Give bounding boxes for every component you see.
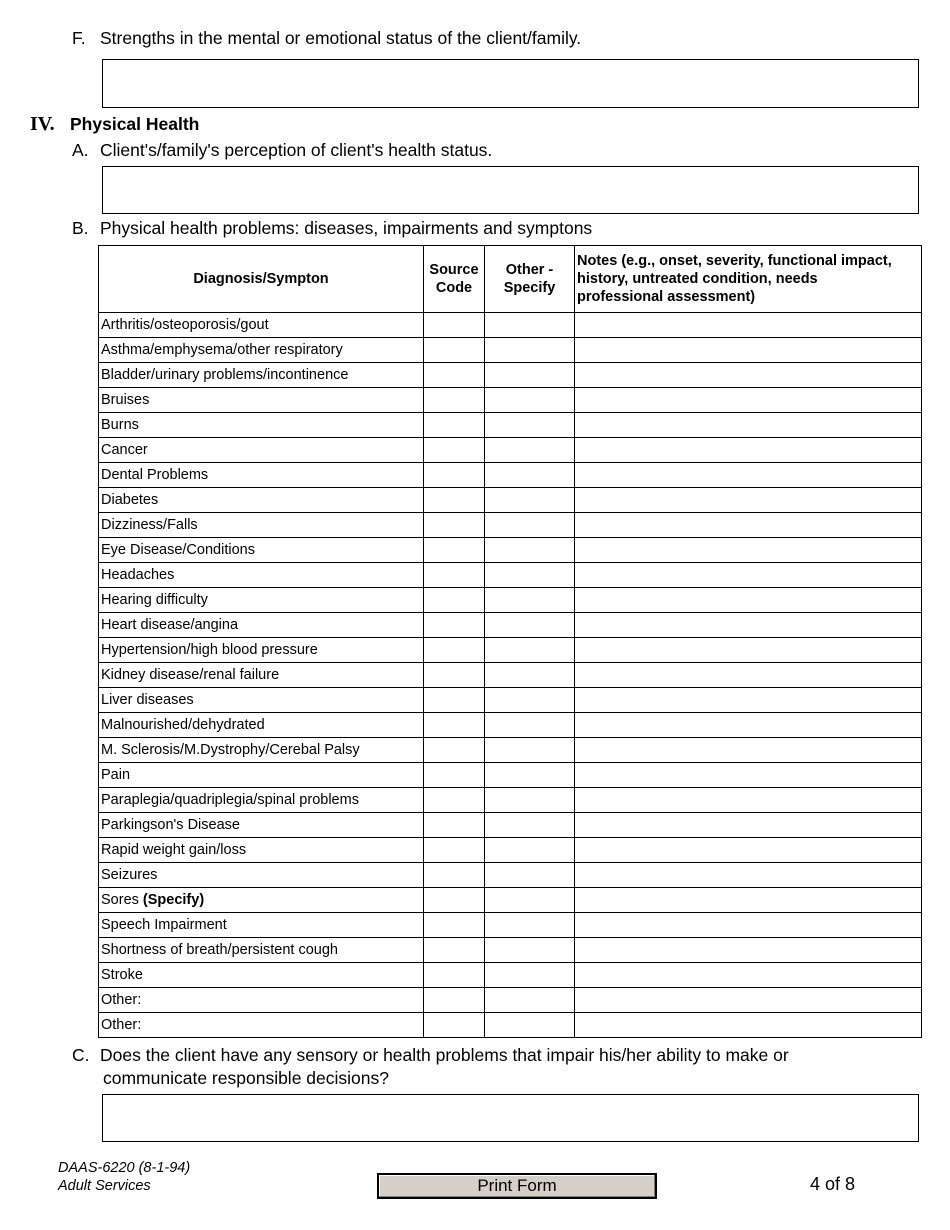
header-source-line2: Code	[435, 280, 473, 296]
source-code-cell[interactable]	[424, 513, 485, 538]
table-row	[99, 913, 922, 938]
diagnosis-label	[99, 813, 424, 838]
table-row	[99, 888, 922, 913]
diagnosis-label	[99, 788, 424, 813]
diagnosis-label	[99, 388, 424, 413]
notes-cell[interactable]	[575, 913, 922, 938]
table-row	[99, 988, 922, 1013]
other-specify-cell[interactable]	[485, 363, 575, 388]
source-code-cell[interactable]	[424, 888, 485, 913]
other-specify-cell[interactable]	[485, 838, 575, 863]
table-row	[99, 663, 922, 688]
source-code-cell[interactable]	[424, 913, 485, 938]
source-code-cell[interactable]	[424, 563, 485, 588]
diagnosis-label	[99, 738, 424, 763]
diagnosis-label	[99, 713, 424, 738]
diagnosis-label	[99, 888, 424, 913]
source-code-cell[interactable]	[424, 463, 485, 488]
section-number: IV.	[30, 113, 55, 135]
header-notes	[575, 246, 922, 313]
diagnosis-text: Hearing difficulty	[101, 592, 208, 608]
table-row	[99, 413, 922, 438]
diagnosis-label	[99, 913, 424, 938]
notes-cell[interactable]	[575, 963, 922, 988]
notes-cell[interactable]	[575, 838, 922, 863]
other-specify-cell[interactable]	[485, 538, 575, 563]
other-specify-cell[interactable]	[485, 413, 575, 438]
source-code-cell[interactable]	[424, 438, 485, 463]
diagnosis-label	[99, 563, 424, 588]
diagnosis-label	[99, 363, 424, 388]
other-specify-cell[interactable]	[485, 338, 575, 363]
question-text: Physical health problems: diseases, impairments and symptons	[100, 218, 593, 238]
source-code-cell[interactable]	[424, 313, 485, 338]
table-row	[99, 763, 922, 788]
source-code-cell[interactable]	[424, 763, 485, 788]
diagnosis-label	[99, 613, 424, 638]
header-diagnosis: Diagnosis/Sympton	[99, 246, 424, 313]
other-specify-cell[interactable]	[485, 813, 575, 838]
diagnosis-text: M. Sclerosis/M.Dystrophy/Cerebal Palsy	[101, 742, 360, 758]
diagnosis-text: Diabetes	[101, 492, 159, 508]
question-iv-a	[72, 140, 492, 161]
diagnosis-text: Pain	[101, 767, 131, 783]
header-other-line1: Other -	[505, 262, 554, 278]
table-row	[99, 488, 922, 513]
table-row	[99, 313, 922, 338]
table-row	[99, 613, 922, 638]
diagnosis-text: Speech Impairment	[101, 917, 227, 933]
diagnosis-text: Malnourished/dehydrated	[101, 717, 265, 733]
diagnosis-text: Seizures	[101, 867, 158, 883]
question-text: Strengths in the mental or emotional status of the client/family.	[100, 28, 582, 48]
other-specify-cell[interactable]	[485, 513, 575, 538]
table-row	[99, 813, 922, 838]
table-row	[99, 863, 922, 888]
notes-cell[interactable]	[575, 488, 922, 513]
diagnosis-text: Kidney disease/renal failure	[101, 667, 280, 683]
header-notes-line1: Notes (e.g., onset, severity, functional impact,	[577, 253, 892, 269]
diagnosis-text: Dizziness/Falls	[101, 517, 198, 533]
diagnosis-text: Eye Disease/Conditions	[101, 542, 255, 558]
question-iv-c	[72, 1045, 789, 1066]
source-code-cell[interactable]	[424, 838, 485, 863]
other-specify-cell[interactable]	[485, 588, 575, 613]
diagnosis-label	[99, 413, 424, 438]
table-row	[99, 1013, 922, 1038]
diagnosis-text: Paraplegia/quadriplegia/spinal problems	[101, 792, 359, 808]
source-code-cell[interactable]	[424, 363, 485, 388]
diagnosis-label	[99, 488, 424, 513]
diagnosis-text: Heart disease/angina	[101, 617, 239, 633]
notes-cell[interactable]	[575, 588, 922, 613]
notes-cell[interactable]	[575, 338, 922, 363]
notes-cell[interactable]	[575, 988, 922, 1013]
notes-cell[interactable]	[575, 738, 922, 763]
table-row	[99, 738, 922, 763]
table-row	[99, 338, 922, 363]
source-code-cell[interactable]	[424, 688, 485, 713]
diagnosis-text: Other:	[101, 1017, 142, 1033]
diagnosis-text: Bruises	[101, 392, 150, 408]
section-title: Physical Health	[70, 114, 200, 134]
diagnosis-text: Other:	[101, 992, 142, 1008]
notes-cell[interactable]	[575, 438, 922, 463]
other-specify-cell[interactable]	[485, 913, 575, 938]
question-text-line2: communicate responsible decisions?	[103, 1068, 389, 1088]
source-code-cell[interactable]	[424, 663, 485, 688]
other-specify-cell[interactable]	[485, 563, 575, 588]
source-code-cell[interactable]	[424, 863, 485, 888]
diagnosis-label	[99, 463, 424, 488]
other-specify-cell[interactable]	[485, 888, 575, 913]
other-specify-cell[interactable]	[485, 788, 575, 813]
other-specify-cell[interactable]	[485, 663, 575, 688]
diagnosis-label	[99, 313, 424, 338]
notes-cell[interactable]	[575, 713, 922, 738]
notes-cell[interactable]	[575, 938, 922, 963]
diagnosis-label	[99, 763, 424, 788]
table-row	[99, 688, 922, 713]
table-row	[99, 588, 922, 613]
other-specify-cell[interactable]	[485, 688, 575, 713]
notes-cell[interactable]	[575, 688, 922, 713]
page-number: 4 of 8	[810, 1174, 856, 1194]
diagnosis-text: Rapid weight gain/loss	[101, 842, 247, 858]
form-footer-id	[58, 1159, 190, 1195]
notes-cell[interactable]	[575, 1013, 922, 1038]
notes-cell[interactable]	[575, 563, 922, 588]
source-code-cell[interactable]	[424, 738, 485, 763]
notes-cell[interactable]	[575, 513, 922, 538]
notes-cell[interactable]	[575, 863, 922, 888]
source-code-cell[interactable]	[424, 613, 485, 638]
diagnosis-text: Liver diseases	[101, 692, 194, 708]
source-code-cell[interactable]	[424, 538, 485, 563]
header-source-code	[424, 246, 485, 313]
other-specify-cell[interactable]	[485, 388, 575, 413]
other-specify-cell[interactable]	[485, 938, 575, 963]
notes-cell[interactable]	[575, 538, 922, 563]
diagnosis-label	[99, 338, 424, 363]
diagnosis-text: Burns	[101, 417, 139, 433]
notes-cell[interactable]	[575, 888, 922, 913]
diagnosis-text: Shortness of breath/persistent cough	[101, 942, 338, 958]
other-specify-cell[interactable]	[485, 488, 575, 513]
diagnosis-text: Hypertension/high blood pressure	[101, 642, 318, 658]
health-problems-table	[98, 245, 922, 1038]
form-id: DAAS-6220 (8-1-94)	[58, 1160, 191, 1176]
table-row	[99, 363, 922, 388]
other-specify-cell[interactable]	[485, 438, 575, 463]
diagnosis-label	[99, 688, 424, 713]
diagnosis-text: Stroke	[101, 967, 143, 983]
other-specify-cell[interactable]	[485, 713, 575, 738]
source-code-cell[interactable]	[424, 713, 485, 738]
diagnosis-text: Cancer	[101, 442, 148, 458]
table-row	[99, 388, 922, 413]
header-source-line1: Source	[429, 262, 479, 278]
diagnosis-label	[99, 538, 424, 563]
source-code-cell[interactable]	[424, 813, 485, 838]
table-row	[99, 838, 922, 863]
diagnosis-label	[99, 638, 424, 663]
specify-note: (Specify)	[138, 892, 205, 908]
decision-impairment-text-field[interactable]	[102, 1094, 919, 1142]
notes-cell[interactable]	[575, 788, 922, 813]
other-specify-cell[interactable]	[485, 313, 575, 338]
table-row	[99, 563, 922, 588]
program-name: Adult Services	[58, 1178, 151, 1194]
diagnosis-text: Headaches	[101, 567, 175, 583]
diagnosis-label	[99, 513, 424, 538]
source-code-cell[interactable]	[424, 938, 485, 963]
source-code-cell[interactable]	[424, 488, 485, 513]
source-code-cell[interactable]	[424, 338, 485, 363]
notes-cell[interactable]	[575, 463, 922, 488]
diagnosis-label	[99, 988, 424, 1013]
source-code-cell[interactable]	[424, 638, 485, 663]
question-letter: A.	[72, 140, 89, 160]
diagnosis-label	[99, 963, 424, 988]
header-notes-line3: professional assessment)	[577, 289, 756, 305]
notes-cell[interactable]	[575, 413, 922, 438]
notes-cell[interactable]	[575, 313, 922, 338]
other-specify-cell[interactable]	[485, 963, 575, 988]
table-row	[99, 938, 922, 963]
table-row	[99, 788, 922, 813]
question-text: Client's/family's perception of client's health status.	[100, 140, 493, 160]
table-row	[99, 438, 922, 463]
question-iv-b	[72, 218, 592, 239]
table-header-row	[99, 246, 922, 313]
table-row	[99, 963, 922, 988]
source-code-cell[interactable]	[424, 963, 485, 988]
source-code-cell[interactable]	[424, 413, 485, 438]
question-letter: C.	[72, 1045, 90, 1065]
header-notes-line2: history, untreated condition, needs	[577, 271, 818, 287]
question-iii-f	[72, 28, 581, 49]
source-code-cell[interactable]	[424, 988, 485, 1013]
source-code-cell[interactable]	[424, 788, 485, 813]
diagnosis-label	[99, 588, 424, 613]
header-other-specify	[485, 246, 575, 313]
other-specify-cell[interactable]	[485, 1013, 575, 1038]
source-code-cell[interactable]	[424, 588, 485, 613]
diagnosis-label	[99, 663, 424, 688]
diagnosis-text: Arthritis/osteoporosis/gout	[101, 317, 269, 333]
notes-cell[interactable]	[575, 388, 922, 413]
other-specify-cell[interactable]	[485, 463, 575, 488]
notes-cell[interactable]	[575, 363, 922, 388]
table-row	[99, 638, 922, 663]
other-specify-cell[interactable]	[485, 763, 575, 788]
other-specify-cell[interactable]	[485, 863, 575, 888]
source-code-cell[interactable]	[424, 1013, 485, 1038]
header-other-line2: Specify	[503, 280, 556, 296]
diagnosis-label	[99, 1013, 424, 1038]
strengths-text-field[interactable]	[102, 59, 919, 108]
notes-cell[interactable]	[575, 813, 922, 838]
diagnosis-text: Asthma/emphysema/other respiratory	[101, 342, 343, 358]
question-letter: B.	[72, 218, 89, 238]
other-specify-cell[interactable]	[485, 638, 575, 663]
question-text-line1: Does the client have any sensory or health problems that impair his/her ability to make or	[100, 1045, 789, 1065]
other-specify-cell[interactable]	[485, 988, 575, 1013]
other-specify-cell[interactable]	[485, 613, 575, 638]
table-row	[99, 713, 922, 738]
health-perception-text-field[interactable]	[102, 166, 919, 214]
diagnosis-text: Bladder/urinary problems/incontinence	[101, 367, 349, 383]
question-letter: F.	[72, 28, 86, 48]
notes-cell[interactable]	[575, 763, 922, 788]
source-code-cell[interactable]	[424, 388, 485, 413]
diagnosis-label	[99, 938, 424, 963]
table-row	[99, 463, 922, 488]
print-form-button[interactable]: Print Form	[377, 1173, 657, 1199]
diagnosis-text: Dental Problems	[101, 467, 209, 483]
notes-cell[interactable]	[575, 613, 922, 638]
diagnosis-label	[99, 438, 424, 463]
table-row	[99, 538, 922, 563]
notes-cell[interactable]	[575, 663, 922, 688]
other-specify-cell[interactable]	[485, 738, 575, 763]
diagnosis-label	[99, 838, 424, 863]
table-row	[99, 513, 922, 538]
diagnosis-text: Sores	[101, 892, 139, 908]
diagnosis-text: Parkingson's Disease	[101, 817, 240, 833]
notes-cell[interactable]	[575, 638, 922, 663]
diagnosis-label	[99, 863, 424, 888]
